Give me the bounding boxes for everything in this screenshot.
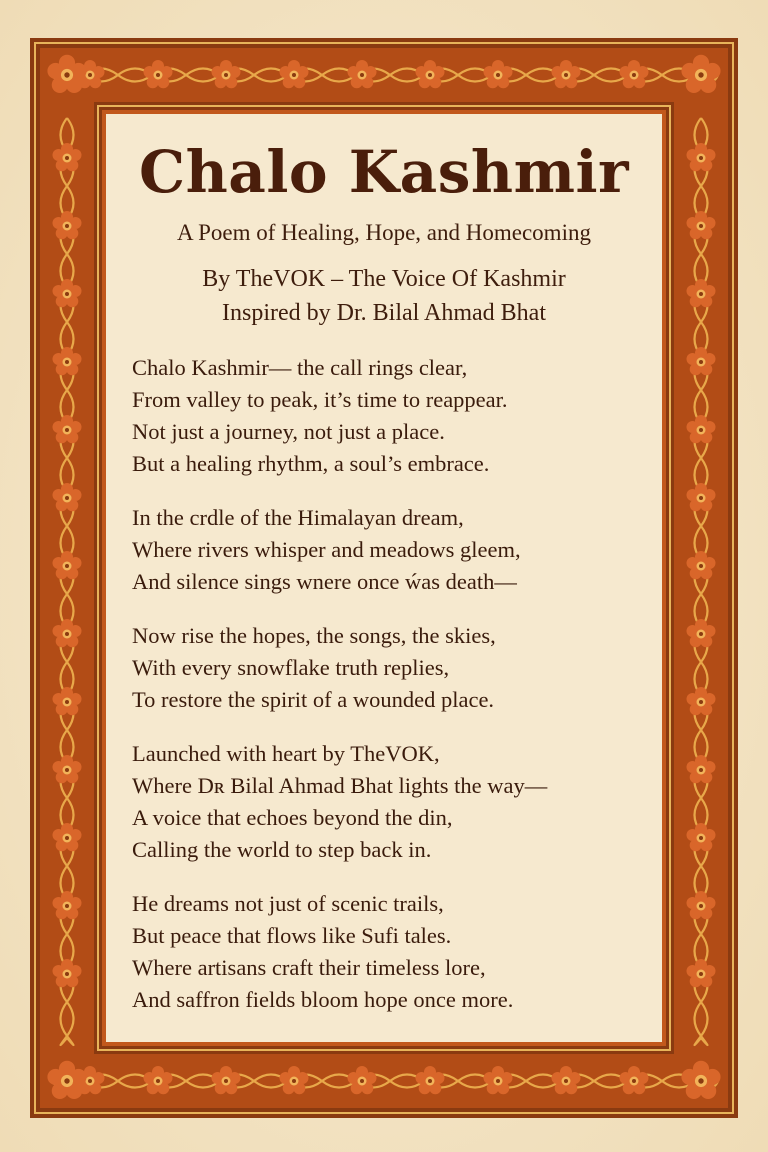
byline-inspired: Inspired by Dr. Bilal Ahmad Bhat bbox=[222, 300, 546, 326]
poem-line: But a healing rhythm, a soul’s embrace. bbox=[132, 451, 490, 476]
poem-line: From valley to peak, it’s time to reappear. bbox=[132, 387, 508, 412]
poem-line: Chalo Kashmir— the call rings clear, bbox=[132, 355, 468, 380]
byline-author: By TheVOK – The Voice Of Kashmir bbox=[202, 266, 566, 292]
stanza bbox=[132, 502, 662, 598]
poem-line: Where artisans craft their timeless lore, bbox=[132, 955, 486, 980]
poem-line: Where rivers whisper and meadows gleem, bbox=[132, 537, 521, 562]
poem-line: But peace that flows like Sufi tales. bbox=[132, 923, 452, 948]
poem-line: And saffron fields bloom hope once more. bbox=[132, 987, 514, 1012]
poem-line: And silence sings wnere once ẃas death— bbox=[132, 569, 517, 594]
poem-line: To restore the spirit of a wounded place. bbox=[132, 687, 495, 712]
poem-line: Now rise the hopes, the songs, the skies, bbox=[132, 623, 496, 648]
poem-body bbox=[106, 352, 662, 1016]
author-byline bbox=[106, 262, 662, 330]
poem-content bbox=[106, 118, 662, 1040]
poem-line: A voice that echoes beyond the din, bbox=[132, 805, 453, 830]
stanza bbox=[132, 620, 662, 716]
stanza bbox=[132, 352, 662, 480]
poem-title: Chalo Kashmir bbox=[138, 138, 630, 206]
poem-line: With every snowflake truth replies, bbox=[132, 655, 450, 680]
poem-line: Calling the world to step back in. bbox=[132, 837, 432, 862]
stanza bbox=[132, 738, 662, 866]
poem-line: In the crdle of the Himalayan dream, bbox=[132, 505, 464, 530]
poem-line: He dreams not just of scenic trails, bbox=[132, 891, 444, 916]
poem-line: Where Dʀ Bilal Ahmad Bhat lights the way— bbox=[132, 773, 548, 798]
poem-subtitle: A Poem of Healing, Hope, and Homecoming bbox=[177, 220, 591, 245]
stanza bbox=[132, 888, 662, 1016]
poem-line: Launched with heart by TheVOK, bbox=[132, 741, 440, 766]
poem-line: Not just a journey, not just a place. bbox=[132, 419, 445, 444]
